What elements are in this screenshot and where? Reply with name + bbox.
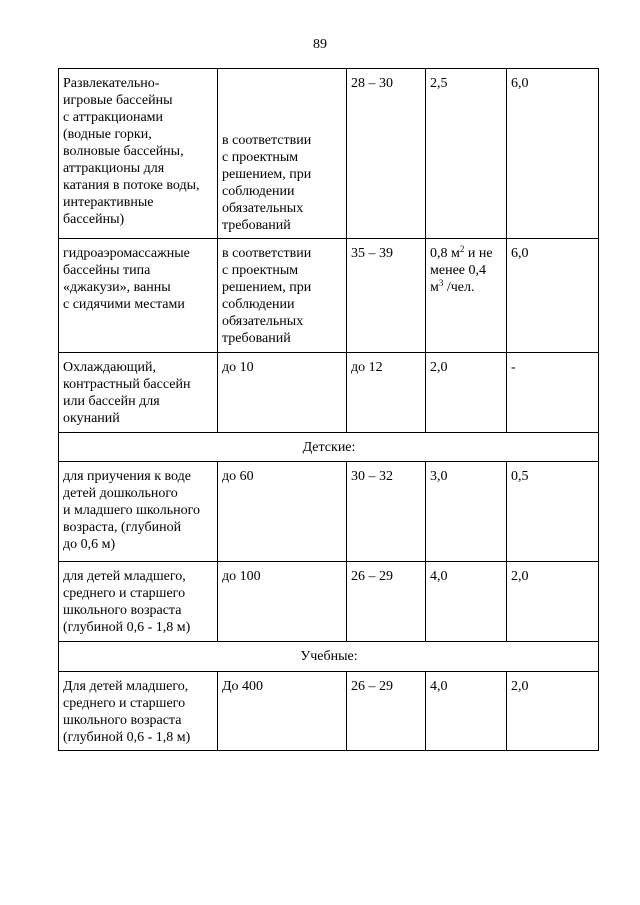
table-row — [59, 353, 599, 433]
water-temperature-cell: 30 – 32 — [347, 462, 426, 562]
table-row — [59, 672, 599, 751]
water-temperature-cell: 28 – 30 — [347, 69, 426, 239]
value-cell: - — [507, 353, 599, 433]
pool-type-cell: для приучения к воде детей дошкольного и младшего школьного возраста, (глубиной до 0,6 м) — [59, 462, 218, 562]
area-per-person-cell: 2,5 — [426, 69, 507, 239]
pool-size-cell: в соответствии с проектным решением, при соблюдении обязательных требований — [218, 239, 347, 353]
water-temperature-cell: до 12 — [347, 353, 426, 433]
pool-size-cell: до 10 — [218, 353, 347, 433]
section-heading-children: Детские: — [59, 433, 599, 462]
pool-type-cell: Развлекательно- игровые бассейны с аттракционами (водные горки, волновые бассейны, аттракционы для катания в потоке воды, интерактивные бассейны) — [59, 69, 218, 239]
pool-size-cell: до 100 — [218, 562, 347, 642]
value-cell: 6,0 — [507, 69, 599, 239]
section-row — [59, 642, 599, 672]
value-cell: 2,0 — [507, 562, 599, 642]
pool-size-cell: До 400 — [218, 672, 347, 751]
value-cell: 0,5 — [507, 462, 599, 562]
pool-type-cell: Для детей младшего, среднего и старшего школьного возраста (глубиной 0,6 - 1,8 м) — [59, 672, 218, 751]
table-row — [59, 562, 599, 642]
page-number: 89 — [313, 37, 327, 52]
pool-type-cell: гидроаэромассажные бассейны типа «джакузи», ванны с сидячими местами — [59, 239, 218, 353]
table-row — [59, 462, 599, 562]
value-cell: 6,0 — [507, 239, 599, 353]
area-per-person-cell: 2,0 — [426, 353, 507, 433]
area-per-person-cell: 4,0 — [426, 672, 507, 751]
pools-requirements-table — [58, 68, 599, 751]
pool-type-cell: Охлаждающий, контрастный бассейн или бассейн для окунаний — [59, 353, 218, 433]
pool-size-cell: в соответствии с проектным решением, при соблюдении обязательных требований — [218, 69, 347, 239]
area-per-person-cell: 3,0 — [426, 462, 507, 562]
area-per-person-cell: 4,0 — [426, 562, 507, 642]
value-cell: 2,0 — [507, 672, 599, 751]
pool-size-cell: до 60 — [218, 462, 347, 562]
area-per-person-cell: 0,8 $м^2$ и не менее 0,4 $м^3$ /чел. — [426, 239, 507, 353]
section-row — [59, 433, 599, 462]
table-row — [59, 239, 599, 353]
table-row — [59, 69, 599, 239]
water-temperature-cell: 35 – 39 — [347, 239, 426, 353]
pool-type-cell: для детей младшего, среднего и старшего школьного возраста (глубиной 0,6 - 1,8 м) — [59, 562, 218, 642]
water-temperature-cell: 26 – 29 — [347, 672, 426, 751]
section-heading-training: Учебные: — [59, 642, 599, 672]
water-temperature-cell: 26 – 29 — [347, 562, 426, 642]
